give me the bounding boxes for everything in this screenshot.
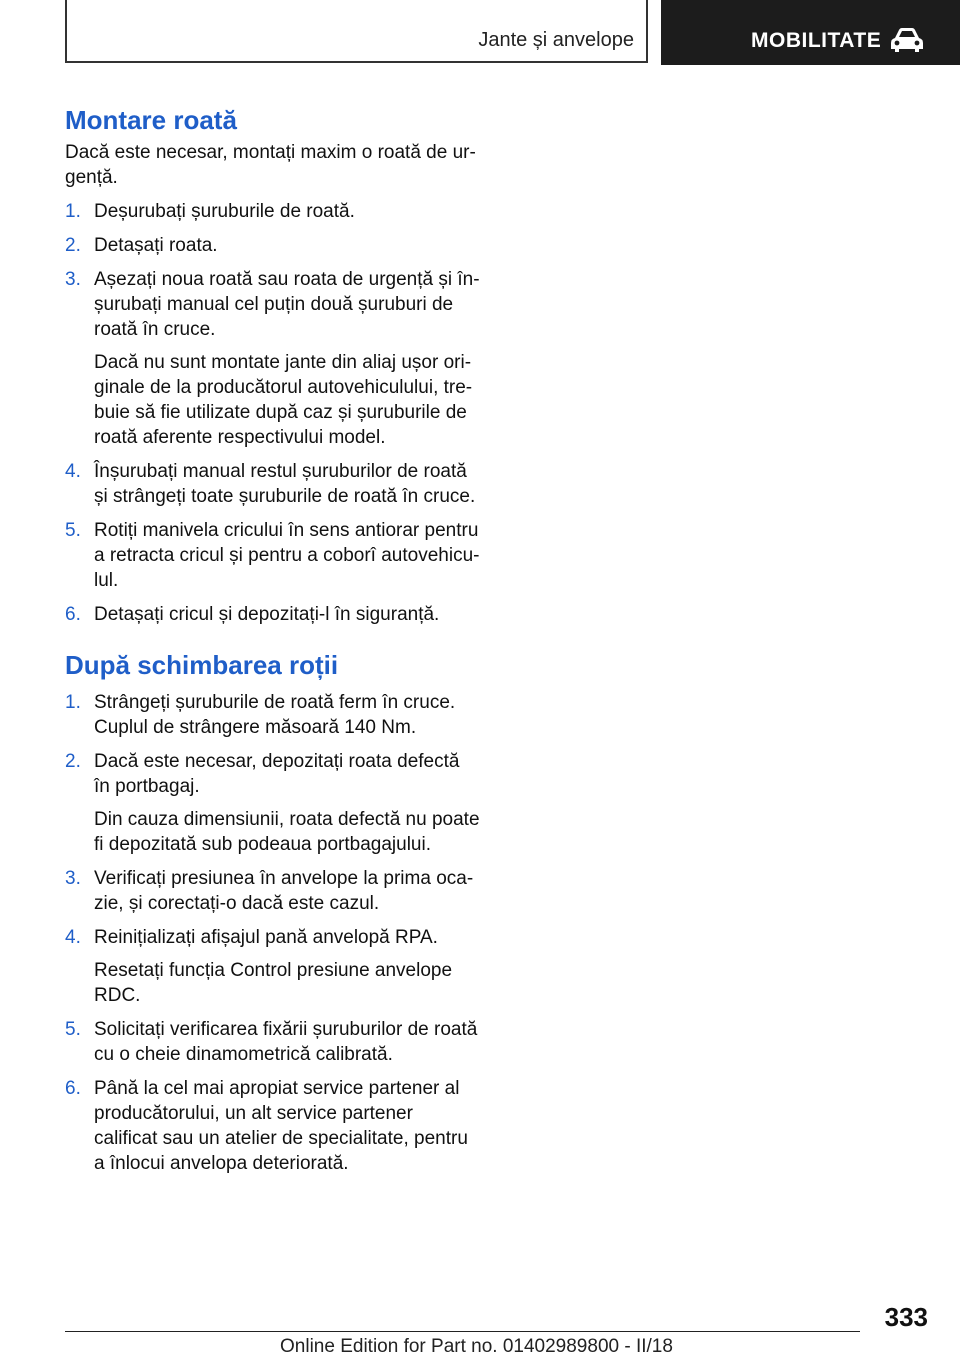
- step-text: Detașați cricul și depozitați-l în siguranță.: [94, 604, 440, 625]
- intro-paragraph: Dacă este necesar, montați maxim o roată de ur-gență.: [65, 142, 476, 188]
- step-text: Înșurubați manual restul șuruburilor de roată și strângeți toate șuruburile de roată în cruce.: [94, 461, 476, 507]
- step-note: Resetați funcția Control presiune anvelope RDC.: [94, 960, 453, 1006]
- heading-mount-wheel: Montare roată: [65, 105, 237, 135]
- list-item: [65, 866, 480, 916]
- list-item: [65, 925, 480, 1008]
- step-number: 3.: [65, 868, 81, 889]
- list-item: [65, 459, 480, 509]
- steps-list-mount: [65, 199, 480, 627]
- step-text: Rotiți manivela cricului în sens antiorar pentru a retracta cricul și pentru a coborî autovehicu-lul.: [94, 520, 480, 591]
- step-text: Până la cel mai apropiat service partener al producătorului, un alt service partener calificat sau un atelier de specialitate, pentru a înlocui anvelopa deteriorată.: [94, 1078, 468, 1174]
- header-section-box: [65, 0, 648, 63]
- list-item: [65, 1076, 480, 1176]
- list-item: [65, 690, 480, 740]
- section-title: Jante și anvelope: [478, 29, 634, 51]
- step-text: Reinițializați afișajul pană anvelopă RPA.: [94, 927, 438, 948]
- step-text: Solicitați verificarea fixării șuruburilor de roată cu o cheie dinamometrică calibrată.: [94, 1019, 478, 1065]
- step-number: 5.: [65, 1019, 81, 1040]
- step-number: 4.: [65, 461, 81, 482]
- footer-edition: Online Edition for Part no. 01402989800 - II/18: [280, 1336, 673, 1357]
- list-item: [65, 1017, 480, 1067]
- list-item: [65, 749, 480, 857]
- step-number: 3.: [65, 269, 81, 290]
- car-icon: [889, 27, 925, 53]
- step-text: Așezați noua roată sau roata de urgență și în-șurubați manual cel puțin două șuruburi de roată în cruce.: [94, 269, 480, 340]
- list-item: [65, 518, 480, 593]
- footer-divider: [65, 1331, 860, 1332]
- step-text: Strângeți șuruburile de roată ferm în cruce. Cuplul de strângere măsoară 140 Nm.: [94, 692, 456, 738]
- step-number: 5.: [65, 520, 81, 541]
- list-item: [65, 267, 480, 450]
- section-mount-wheel: [65, 104, 480, 627]
- step-number: 4.: [65, 927, 81, 948]
- list-item: [65, 199, 480, 224]
- step-number: 2.: [65, 751, 81, 772]
- step-text: Detașați roata.: [94, 235, 218, 256]
- step-text: Verificați presiunea în anvelope la prima oca-zie, și corectați-o dacă este cazul.: [94, 868, 474, 914]
- step-note: Din cauza dimensiunii, roata defectă nu poate fi depozitată sub podeaua portbagajului.: [94, 809, 480, 855]
- list-item: [65, 233, 480, 258]
- step-number: 6.: [65, 1078, 81, 1099]
- step-number: 1.: [65, 201, 81, 222]
- step-text: Dacă este necesar, depozitați roata defectă în portbagaj.: [94, 751, 460, 797]
- list-item: [65, 602, 480, 627]
- step-number: 6.: [65, 604, 81, 625]
- header-chapter-box: [661, 0, 960, 65]
- chapter-title: MOBILITATE: [751, 29, 882, 52]
- step-note: Dacă nu sunt montate jante din aliaj ușor ori-ginale de la producătorul autovehiculului, tre-buie să fie utilizate după caz și șuruburile de roată aferente respectivului model.: [94, 352, 473, 448]
- step-text: Deșurubați șuruburile de roată.: [94, 201, 355, 222]
- steps-list-after: [65, 690, 480, 1176]
- main-content: [65, 104, 480, 1176]
- step-number: 1.: [65, 692, 81, 713]
- page-number: 333: [884, 1302, 928, 1332]
- section-after-change: [65, 649, 480, 1176]
- heading-after-change: După schimbarea roții: [65, 650, 339, 680]
- step-number: 2.: [65, 235, 81, 256]
